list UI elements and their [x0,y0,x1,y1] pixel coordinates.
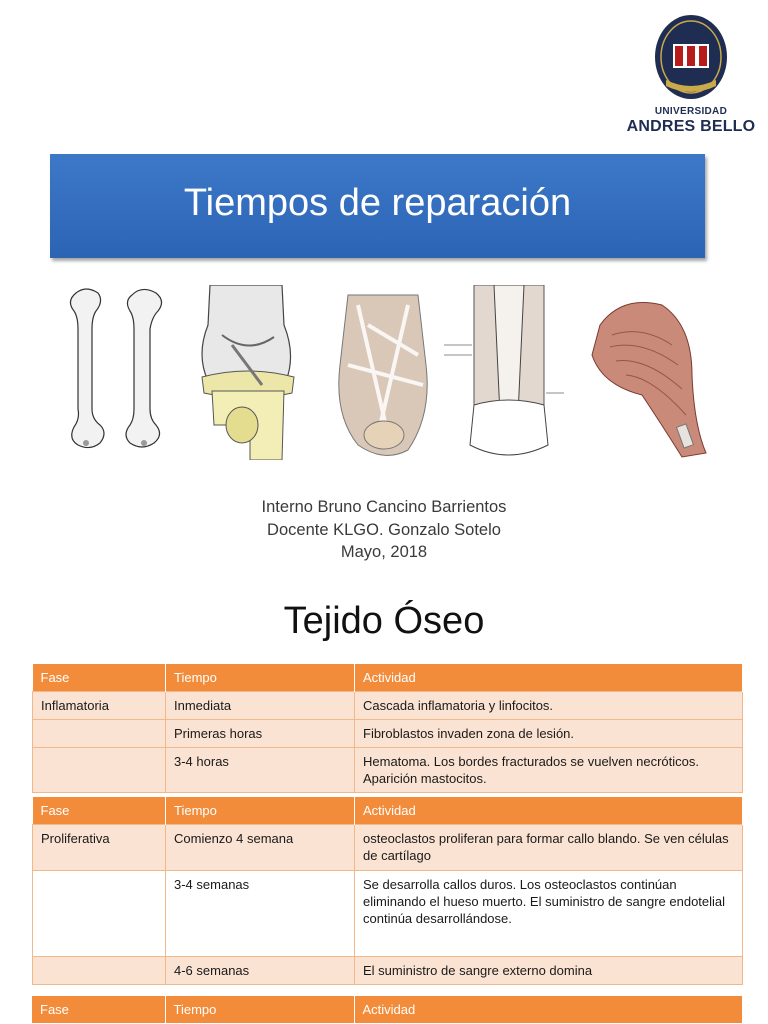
achilles-tendon-illustration [444,285,564,460]
cell-actividad: Cascada inflamatoria y linfocitos. [355,691,743,719]
cell-fase [33,870,166,956]
header-tiempo: Tiempo [166,664,355,691]
credit-date: Mayo, 2018 [340,543,428,561]
phase-table-inflammatory [32,664,743,793]
header-actividad: Actividad [354,996,742,1023]
header-tiempo: Tiempo [166,797,355,824]
cell-actividad: El suministro de sangre externo domina [355,956,743,984]
humerus-bones-illustration [62,285,180,460]
cell-actividad: Hematoma. Los bordes fracturados se vuelven necróticos. Aparición mastocitos. [355,747,743,792]
table-row [33,870,743,956]
header-fase: Fase [33,797,166,824]
cell-actividad: osteoclastos proliferan para formar callo blando. Se ven células de cartílago [355,824,743,870]
section-title: Tejido Óseo [283,600,485,642]
table-header-row [33,797,743,824]
table-row [33,956,743,984]
header-fase: Fase [33,664,166,691]
logo-line2: ANDRES BELLO [626,118,756,135]
table-header-row [32,996,742,1023]
foot-ligaments-illustration [328,285,440,460]
table-row [33,719,743,747]
cell-tiempo: Primeras horas [166,719,355,747]
header-tiempo: Tiempo [165,996,354,1023]
cell-tiempo: 4-6 semanas [166,956,355,984]
credits [0,496,768,564]
cell-fase [33,747,166,792]
header-actividad: Actividad [355,797,743,824]
cell-fase [33,956,166,984]
shoulder-muscle-illustration [582,285,712,460]
cell-tiempo: 3-4 horas [166,747,355,792]
table-header-row [33,664,743,691]
credit-teacher: Docente KLGO. Gonzalo Sotelo [267,520,501,539]
phase-table-next [32,996,743,1023]
title-banner [50,154,705,258]
cell-fase [33,719,166,747]
knee-joint-illustration [192,285,304,460]
header-actividad: Actividad [355,664,743,691]
cell-tiempo: Inmediata [166,691,355,719]
page-title: Tiempos de reparación [183,181,572,224]
credit-intern: Interno Bruno Cancino Barrientos [261,498,507,516]
table-row [33,691,743,719]
cell-tiempo: Comienzo 4 semana [166,824,355,870]
cell-fase: Inflamatoria [33,691,166,719]
phase-table-proliferative [32,797,743,985]
cell-actividad: Fibroblastos invaden zona de lesión. [355,719,743,747]
header-fase: Fase [32,996,165,1023]
cell-tiempo: 3-4 semanas [166,870,355,956]
logo-line1: UNIVERSIDAD [654,106,728,117]
university-logo [624,10,758,140]
table-row [33,747,743,792]
university-seal-icon [624,10,758,106]
table-row [33,824,743,870]
cell-actividad: Se desarrolla callos duros. Los osteoclastos continúan eliminando el hueso muerto. El suministro de sangre endotelial continúa desarrollándose. [355,870,743,956]
cell-fase: Proliferativa [33,824,166,870]
